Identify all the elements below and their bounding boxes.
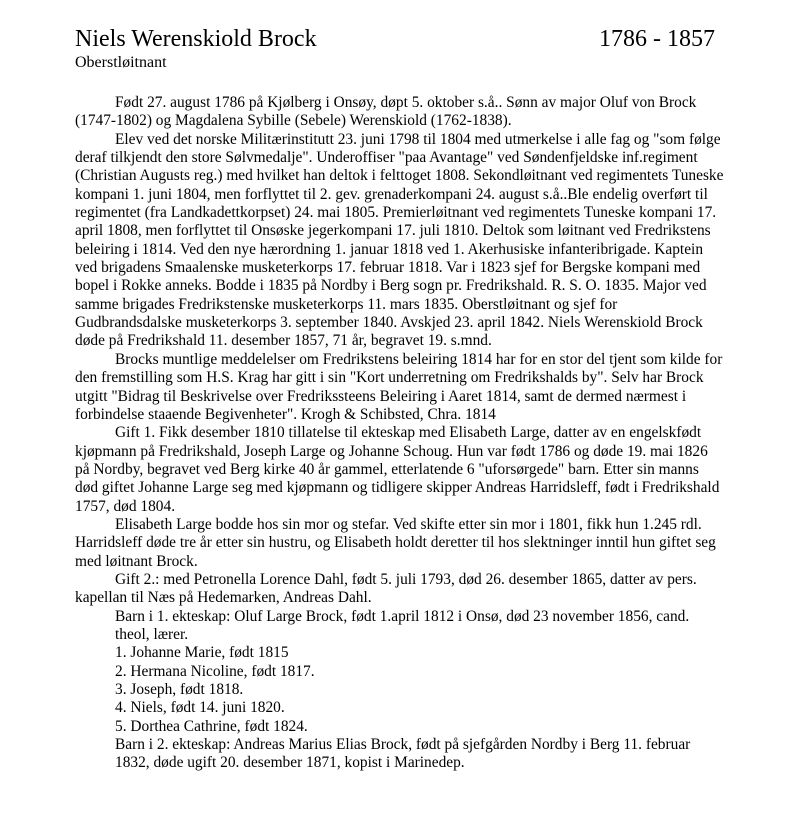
children-first-marriage-intro: Barn i 1. ekteskap: Oluf Large Brock, født 1.april 1812 i Onsø, død 23 november 1856, cand. theol, lærer.	[115, 607, 690, 643]
paragraph-career: Elev ved det norske Militærinstitutt 23. juni 1798 til 1804 med utmerkelse i alle fag og "som følge deraf tilkjendt den store Sølvmedalje". Underoffiser "paa Avantage" ved Søndenfjeldske inf.regiment (Christian Augusts reg.) med hvilket han deltok i felttoget 1808. Sekondløitnant ved regimentets Tuneske kompani 1. juni 1804, men forflyttet til 2. gev. grenaderkompani 24. august s.å..Ble endelig overført til regimentet (fra Landkadettkorpset) 24. mai 1805. Premierløitnant ved regimentets Tuneske kompani 17. april 1808, men forflyttet til Onsøske jegerkompani 17. juli 1810. Deltok som løitnant ved Fredrikstens beleiring i 1814. Ved den nye hærordning 1. januar 1818 ved 1. Akerhusiske infanteribrigade. Kaptein ved brigadens Smaalenske musketerkorps 17. februar 1818. Var i 1823 sjef for Bergske kompani med bopel i Rokke anneks. Bodde i 1835 på Nordby i Berg sogn pr. Fredrikshald. R. S. O. 1835. Major ved samme brigades Fredrikstenske musketerkorps 11. mars 1835. Oberstløitnant og sjef for Gudbrandsdalske musketerkorps 3. september 1840. Avskjed 23. april 1842. Niels Werenskiold Brock døde på Fredrikshald 11. desember 1857, 71 år, begravet 19. s.mnd.	[75, 130, 724, 350]
paragraph-second-marriage: Gift 2.: med Petronella Lorence Dahl, født 5. juli 1793, død 26. desember 1865, datter av pers. kapellan til Næs på Hedemarken, Andreas Dahl.	[75, 570, 697, 607]
document-header	[75, 24, 715, 54]
list-item: 4. Niels, født 14. juni 1820.	[115, 699, 285, 717]
biography-body	[75, 94, 725, 773]
list-item: 5. Dorthea Cathrine, født 1824.	[115, 717, 308, 735]
list-item: 3. Joseph, født 1818.	[115, 681, 244, 698]
list-item: 2. Hermana Nicoline, født 1817.	[115, 662, 315, 680]
paragraph-siege-account: Brocks muntlige meddelelser om Fredrikstens beleiring 1814 har for en stor del tjent som kilde for den fremstilling som H.S. Krag har gitt i sin "Kort underretning om Fredrikshalds by". Selv har Brock utgitt "Bidrag til Beskrivelse over Fredrikssteens Beleiring i Aaret 1814, samt de dermed nærmest i forbindelse staaende Begivenheter". Krogh & Schibsted, Chra. 1814	[75, 350, 723, 423]
paragraph-first-marriage: Gift 1. Fikk desember 1810 tillatelse til ekteskap med Elisabeth Large, datter av en engelskfødt kjøpmann på Fredrikshald, Joseph Large og Johanne Schoug. Hun var født 1786 og døde 19. mai 1826 på Nordby, begravet ved Berg kirke 40 år gammel, etterlatende 6 "uforsørgede" barn. Etter sin manns død giftet Johanne Large seg med kjøpmann og tidligere skipper Andreas Harridsleff, født i Fredrikshald 1757, død 1804.	[75, 424, 720, 515]
military-rank: Oberstløitnant	[75, 54, 167, 71]
person-name: Niels Werenskiold Brock	[75, 26, 317, 52]
paragraph-elisabeth-large: Elisabeth Large bodde hos sin mor og stefar. Ved skifte etter sin mor i 1801, fikk hun 1.245 rdl. Harridsleff døde tre år etter sin hustru, og Elisabeth holdt deretter til hos slektninger inntil hun giftet seg med løitnant Brock.	[75, 515, 716, 570]
life-years: 1786 - 1857	[599, 26, 715, 52]
paragraph-birth: Født 27. august 1786 på Kjølberg i Onsøy, døpt 5. oktober s.å.. Sønn av major Oluf von Brock (1747-1802) og Magdalena Sybille (Sebele) Werenskiold (1762-1838).	[75, 94, 697, 130]
children-second-marriage-intro: Barn i 2. ekteskap: Andreas Marius Elias Brock, født på sjefgården Nordby i Berg 11. februar 1832, døde ugift 20. desember 1871, kopist i Marinedep.	[115, 736, 691, 772]
list-item: 1. Johanne Marie, født 1815	[115, 644, 289, 662]
